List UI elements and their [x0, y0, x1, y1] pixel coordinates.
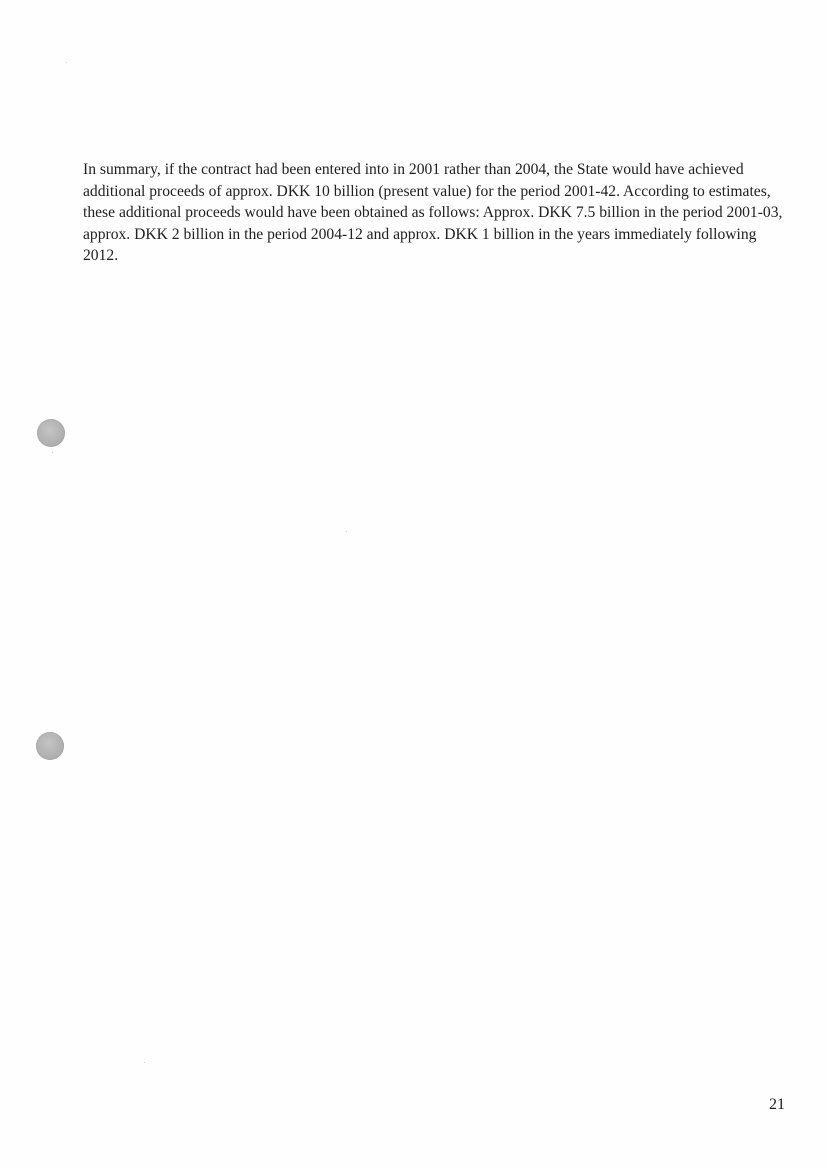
page-number: 21	[769, 1096, 785, 1113]
body-paragraph: In summary, if the contract had been entered into in 2001 rather than 2004, the State would have achieved additional proceeds of approx. DKK 10 billion (present value) for the period 2001-42. According to estimates, these additional proceeds would have been obtained as follows: Approx. DKK 7.5 billion in the period 2001-03, approx. DKK 2 billion in the period 2004-12 and approx. DKK 1 billion in the years immediately following 2012.	[83, 161, 783, 264]
scan-speck	[66, 62, 67, 63]
scan-speck	[52, 452, 53, 453]
scan-speck	[144, 1062, 145, 1063]
punch-hole-top	[37, 419, 65, 447]
punch-hole-bottom	[36, 732, 64, 760]
scan-speck	[346, 531, 347, 532]
